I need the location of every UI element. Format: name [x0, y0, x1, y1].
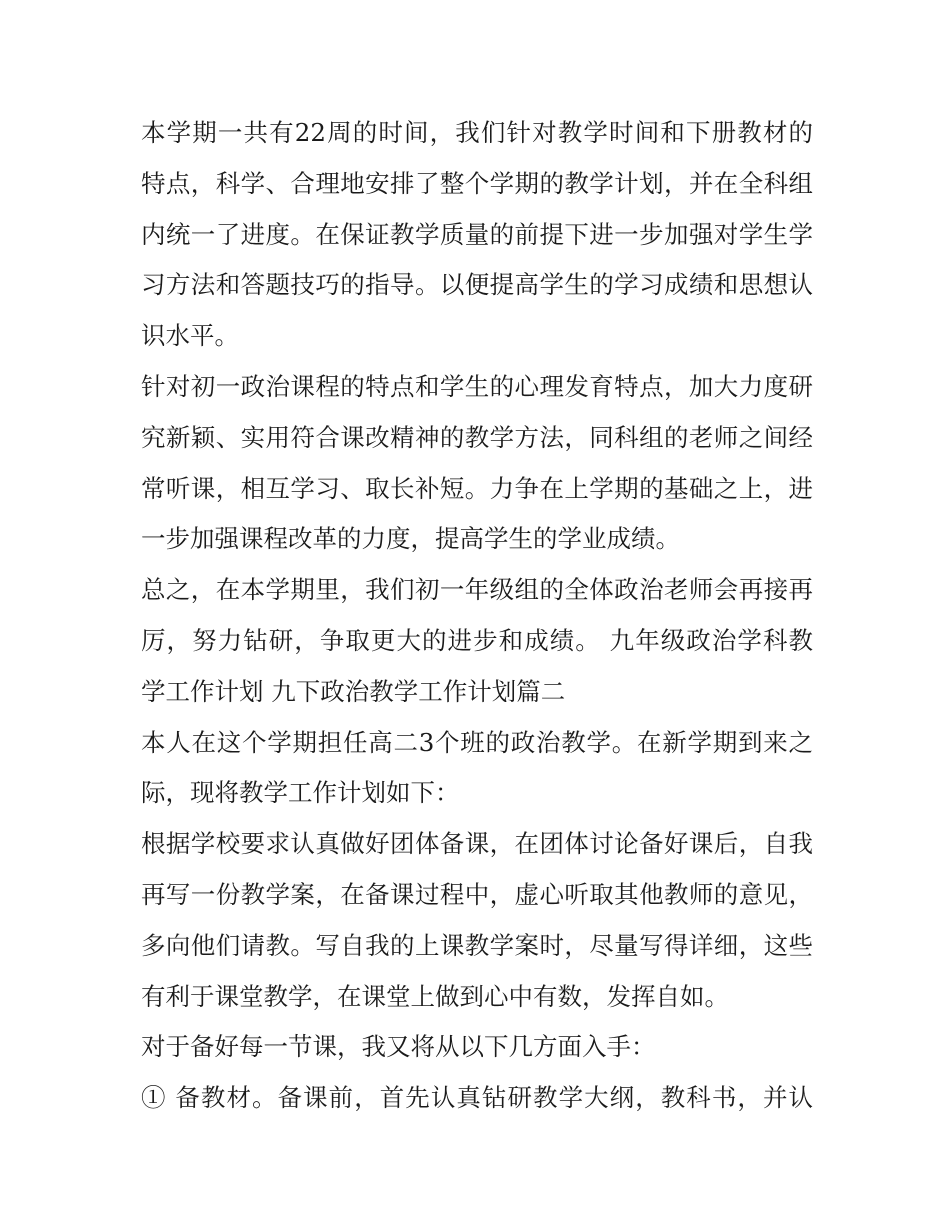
- text-line-7: 究新颖、实用符合课改精神的教学方法，同科组的老师之间经: [141, 422, 813, 452]
- text-line-4: 习方法和答题技巧的指导。以便提高学生的学习成绩和思想认: [141, 270, 813, 300]
- text-line-9: 一步加强课程改革的力度，提高学生的学业成绩。: [141, 524, 680, 554]
- text-line-2: 特点，科学、合理地安排了整个学期的教学计划，并在全科组: [141, 168, 813, 198]
- document-body: [141, 108, 813, 1124]
- text-line-13: 本人在这个学期担任高二3个班的政治教学。在新学期到来之: [141, 727, 813, 757]
- text-line-14: 际，现将教学工作计划如下：: [141, 778, 460, 808]
- text-line-10: 总之，在本学期里，我们初一年级组的全体政治老师会再接再: [141, 575, 813, 605]
- text-line-11: 厉，努力钻研，争取更大的进步和成绩。 九年级政治学科教: [141, 625, 813, 655]
- text-line-20: ① 备教材。备课前，首先认真钻研教学大纲，教科书，并认: [141, 1083, 813, 1113]
- text-line-18: 有利于课堂教学，在课堂上做到心中有数，发挥自如。: [141, 981, 729, 1011]
- text-line-12: 学工作计划 九下政治教学工作计划篇二: [141, 676, 566, 706]
- text-line-16: 再写一份教学案，在备课过程中，虚心听取其他教师的意见，: [141, 879, 813, 909]
- text-line-5: 识水平。: [141, 321, 239, 351]
- text-line-8: 常听课，相互学习、取长补短。力争在上学期的基础之上，进: [141, 473, 813, 503]
- text-line-6: 针对初一政治课程的特点和学生的心理发育特点，加大力度研: [141, 371, 813, 401]
- text-line-3: 内统一了进度。在保证教学质量的前提下进一步加强对学生学: [141, 219, 813, 249]
- text-line-1: 本学期一共有22周的时间，我们针对教学时间和下册教材的: [141, 118, 813, 147]
- text-line-15: 根据学校要求认真做好团体备课，在团体讨论备好课后，自我: [141, 829, 813, 859]
- text-line-17: 多向他们请教。写自我的上课教学案时，尽量写得详细，这些: [141, 930, 813, 960]
- text-line-19: 对于备好每一节课，我又将从以下几方面入手：: [141, 1032, 656, 1062]
